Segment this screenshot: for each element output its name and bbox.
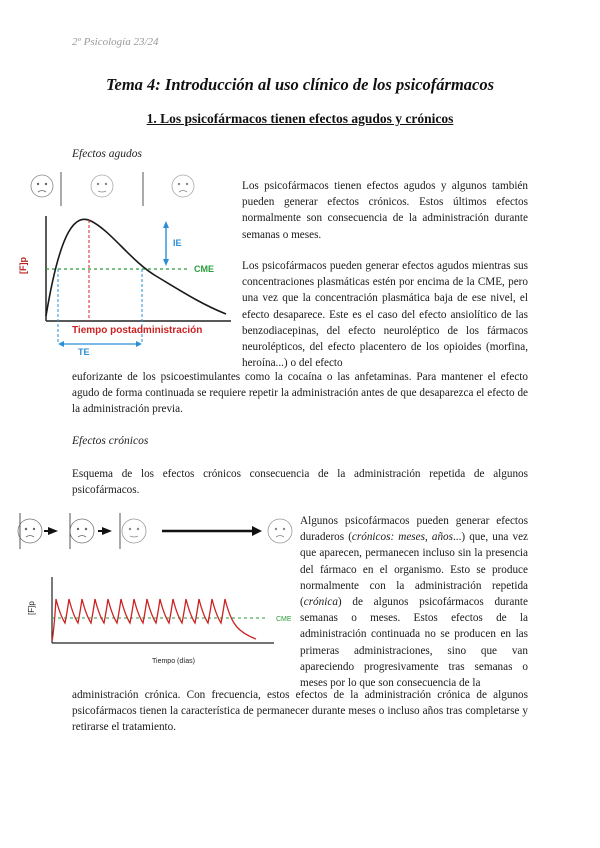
chronic-y-label: [F]p bbox=[27, 601, 36, 615]
chronic-p1-part-c: ) de algunos psicofármacos durante semanas o meses. Estos efectos de la administración continuada no se producen en las primeras administraciones, sino que van apareciendo progresivamente tras semanas o meses por lo que son consecuencia de la bbox=[300, 596, 528, 690]
chronic-figure bbox=[12, 505, 298, 673]
face-icon-3 bbox=[122, 519, 146, 543]
document-header: 2º Psicología 23/24 bbox=[72, 36, 159, 48]
face-icon-4 bbox=[268, 519, 292, 543]
face-icon-sad-again bbox=[172, 175, 194, 197]
chronic-p1-part-b: ...) que, una vez que aparecen, permanecen incluso sin la presencia del fármaco en el organismo. Esto se produce normalmente con la administración repetida ( bbox=[300, 531, 528, 609]
x-axis-label: Tiempo postadministración bbox=[72, 325, 203, 336]
face-icon-neutral bbox=[91, 175, 113, 197]
chronic-p1-emphasis-1: crónicos: meses, años bbox=[351, 531, 453, 544]
chronic-p1-part-a: Algunos psicofármacos pueden generar efectos duraderos ( bbox=[300, 515, 528, 544]
te-label: TE bbox=[78, 347, 90, 356]
repeated-dose-curve bbox=[52, 599, 256, 641]
chronic-paragraph-1 bbox=[300, 513, 528, 691]
acute-paragraph-2: Los psicofármacos pueden generar efectos agudos mientras sus concentraciones plasmáticas estén por encima de la CME, pero una vez que la concentración plasmática baja de ese nivel, el efecto desaparece. Este es el caso del efecto ansiolítico de las benzodiacepinas, del efecto neuroléptico de los fármacos neurolépticos, del efecto placentero de los opioides (morfina, heroína...) o del efecto bbox=[242, 260, 528, 370]
chronic-cme-label: CME bbox=[276, 616, 292, 623]
acute-heading: Efectos agudos bbox=[72, 148, 142, 160]
chronic-x-label: Tiempo (días) bbox=[152, 658, 195, 665]
acute-paragraph-2-continued: euforizante de los psicoestimulantes como la cocaína o las anfetaminas. Para mantener el efecto agudo de forma continuada se requiere repetir la administración antes de que desaparezca el efecto de la administración previa. bbox=[72, 371, 528, 416]
acute-paragraph-1: Los psicofármacos tienen efectos agudos y algunos también pueden generar efectos crónicos. Estos últimos efectos normalmente son consecuencia de la administración durante semanas o meses. bbox=[242, 180, 528, 241]
section-title: 1. Los psicofármacos tienen efectos agudos y crónicos bbox=[146, 111, 454, 126]
chronic-figure-svg bbox=[12, 505, 298, 673]
face-icon-2 bbox=[70, 519, 94, 543]
y-axis-label: [F]p bbox=[18, 257, 28, 274]
chronic-intro: Esquema de los efectos crónicos consecuencia de la administración repetida de algunos psicofármacos. bbox=[72, 468, 528, 497]
face-icon-1 bbox=[18, 519, 42, 543]
chronic-heading: Efectos crónicos bbox=[72, 435, 149, 447]
face-icon-sad bbox=[31, 175, 53, 197]
chronic-paragraph-1-continued: administración crónica. Con frecuencia, estos efectos de la administración crónica de algunos psicofármacos tienen la característica de permanecer durante meses o incluso años tras completarse y retirarse el tratamiento. bbox=[72, 689, 528, 734]
acute-figure bbox=[16, 166, 236, 356]
page-title: Tema 4: Introducción al uso clínico de los psicofármacos bbox=[105, 75, 495, 94]
cme-label: CME bbox=[194, 264, 214, 274]
ie-label: IE bbox=[173, 238, 182, 248]
acute-figure-svg bbox=[16, 166, 236, 356]
chronic-p1-emphasis-2: crónica bbox=[303, 596, 338, 609]
